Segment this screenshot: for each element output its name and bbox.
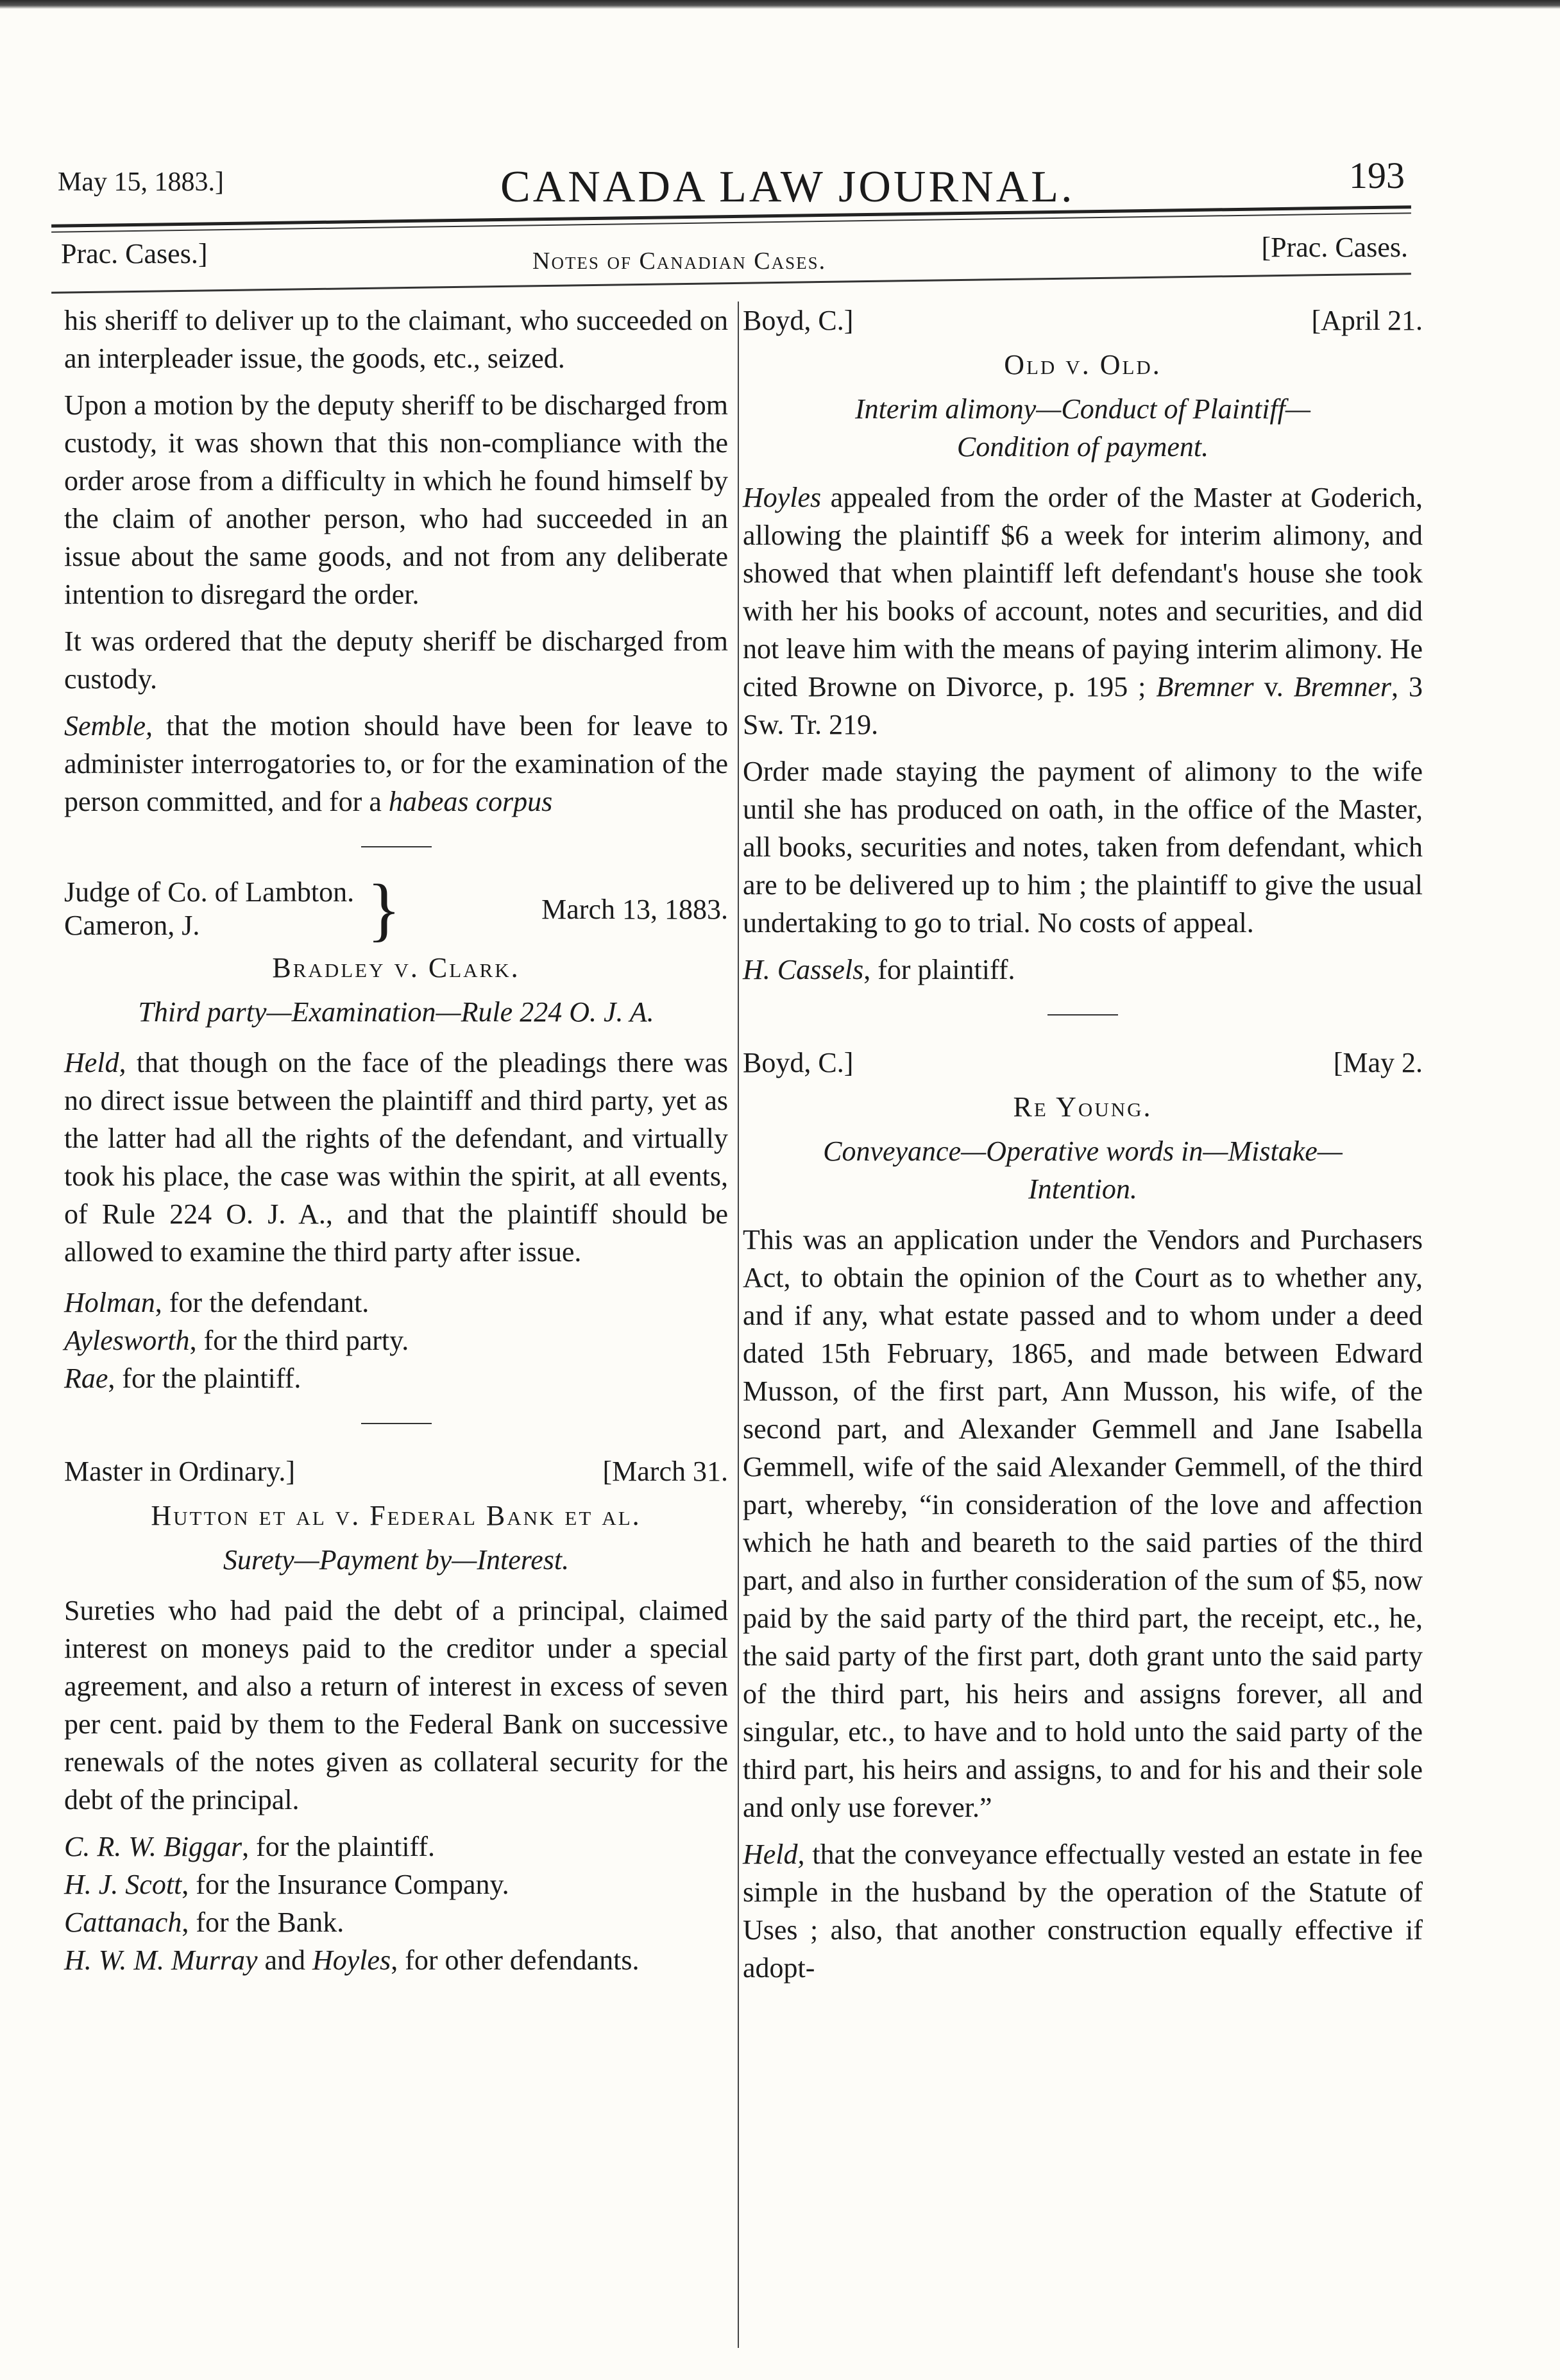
page-top-edge bbox=[0, 0, 1560, 9]
counsel-line bbox=[64, 1941, 728, 1979]
case-body: This was an application under the Vendors and Purchasers Act, to obtain the opinion of the Court as to whether any, and if any, what estate passed and to whom under a deed dated 15th February, 1865, and made between Edward Musson, of the first part, Ann Musson, his wife, of the second part, and Alexander Gemmell and Jane Isabella Gemmell, wife of the said Alexander Gemmell, of the third part, whereby, “in consideration of the love and affection which he hath and beareth to the said parties of the third part, and also in further consideration of the sum of $5, now paid by the said party of the third part, the receipt, etc., he, the said party of the first part, doth grant unto the said party of the third part, his heirs and assigns forever, all and singular, etc., to have and to hold unto the said party of the third part, his heirs and assigns, to and for his and their sole and only use forever.” bbox=[743, 1224, 1423, 1823]
case-court: Master in Ordinary.] bbox=[64, 1456, 296, 1487]
case-headnote bbox=[743, 390, 1423, 466]
counsel-list bbox=[64, 1284, 728, 1397]
case-date: March 13, 1883. bbox=[541, 893, 728, 925]
held-word: Held, bbox=[743, 1839, 805, 1870]
counsel-name: H. Cassels bbox=[743, 954, 864, 985]
case-divider bbox=[1047, 1014, 1118, 1016]
case-court-line bbox=[743, 1044, 1423, 1082]
citation-name: Bremner bbox=[1156, 671, 1254, 702]
counsel-name: Cattanach bbox=[64, 1907, 182, 1938]
case-title: Re Young. bbox=[1013, 1091, 1153, 1123]
counsel-role: , for the Bank. bbox=[182, 1907, 344, 1938]
party-name: Hoyles bbox=[743, 482, 822, 513]
case-divider bbox=[361, 1423, 432, 1424]
case-headnote bbox=[743, 1132, 1423, 1208]
case-body bbox=[743, 479, 1423, 744]
counsel-line bbox=[64, 1903, 728, 1941]
counsel-role: , for plaintiff. bbox=[863, 954, 1015, 985]
counsel-list bbox=[64, 1828, 728, 1979]
citation-v: v. bbox=[1253, 671, 1294, 702]
counsel-name: Aylesworth bbox=[64, 1325, 190, 1356]
judge-line-1: Judge of Co. of Lambton. bbox=[64, 876, 355, 908]
held-text: that the conveyance effectually vested an estate in fee simple in the husband by the operation of the Statute of Uses ; also, that another construction equally effective if adopt- bbox=[743, 1839, 1423, 1984]
section-title: Notes of Canadian Cases. bbox=[532, 248, 827, 275]
journal-title: CANADA LAW JOURNAL. bbox=[500, 162, 1075, 212]
counsel-name: Hoyles bbox=[312, 1944, 391, 1976]
carryover-paragraph-1: his sheriff to deliver up to the claimant, who succeeded on an interpleader issue, the goods, etc., seized. bbox=[64, 305, 728, 374]
header-date: May 15, 1883.] bbox=[58, 167, 224, 197]
section-right: [Prac. Cases. bbox=[1261, 232, 1408, 263]
case-title: Bradley v. Clark. bbox=[272, 952, 520, 983]
brace-symbol: } bbox=[367, 870, 401, 948]
counsel-line bbox=[64, 1828, 728, 1866]
case-court-line bbox=[64, 870, 728, 948]
counsel-role: , for the Insurance Company. bbox=[182, 1869, 509, 1900]
counsel-role: , for the defendant. bbox=[155, 1287, 369, 1318]
held-text: that though on the face of the pleadings there was no direct issue between the plaintiff and third party, yet as the latter had all the rights of the defendant, and virtually took his place, the case was within the spirit, at all events, of Rule 224 O. J. A., and that the plaintiff should be allowed to examine the third party after issue. bbox=[64, 1047, 728, 1268]
counsel-line bbox=[64, 1284, 728, 1322]
judge-line-2: Cameron, J. bbox=[64, 910, 200, 941]
court-judges bbox=[64, 870, 414, 948]
held-paragraph bbox=[64, 1044, 728, 1271]
headnote-line-1: Interim alimony—Conduct of Plaintiff— bbox=[854, 393, 1311, 425]
case-court: Boyd, C.] bbox=[743, 1047, 854, 1078]
counsel-name: H. J. Scott bbox=[64, 1869, 182, 1900]
counsel-line bbox=[64, 1359, 728, 1397]
counsel-role: , for the plaintiff. bbox=[242, 1831, 436, 1862]
case-date: [March 31. bbox=[602, 1456, 728, 1487]
case-title: Hutton et al v. Federal Bank et al. bbox=[151, 1500, 641, 1531]
headnote-line-2: Intention. bbox=[1028, 1173, 1137, 1205]
page-number: 193 bbox=[1349, 155, 1405, 196]
held-word: Held, bbox=[64, 1047, 126, 1078]
semble-word: Semble, bbox=[64, 710, 153, 742]
case-court-line bbox=[743, 302, 1423, 339]
case-court-line bbox=[64, 1452, 728, 1490]
right-column bbox=[743, 302, 1423, 1996]
habeas-corpus: habeas corpus bbox=[388, 786, 553, 817]
judge-names bbox=[64, 876, 354, 942]
citation-name: Bremner bbox=[1293, 671, 1392, 702]
counsel-role: , for the plaintiff. bbox=[108, 1363, 301, 1394]
semble-text: that the motion should have been for leave to administer interrogatories to, or for the examination of the person committed, and for a bbox=[64, 710, 728, 817]
counsel-line bbox=[64, 1866, 728, 1903]
case-headnote: Third party—Examination—Rule 224 O. J. A. bbox=[138, 996, 654, 1028]
section-header bbox=[61, 228, 1408, 279]
citation-end: , 3 Sw. Tr. 219. bbox=[743, 671, 1423, 740]
case-headnote: Surety—Payment by—Interest. bbox=[223, 1544, 570, 1576]
counsel-name: Rae bbox=[64, 1363, 108, 1394]
counsel-and: and bbox=[257, 1944, 312, 1976]
order-paragraph: Order made staying the payment of alimony to the wife until she has produced on oath, in the office of the Master, all books, securities and notes, taken from defendant, which are to be delivered up to him ; the plaintiff to give the usual undertaking to go to trial. No costs of appeal. bbox=[743, 756, 1423, 939]
case-date: [April 21. bbox=[1311, 305, 1423, 336]
counsel-line bbox=[64, 1322, 728, 1359]
case-court: Boyd, C.] bbox=[743, 305, 854, 336]
carryover-paragraph-2: Upon a motion by the deputy sheriff to be discharged from custody, it was shown that this non-compliance with the order arose from a difficulty in which he found himself by the claim of another person, who had succeeded in an issue about the same goods, and not from any deliberate intention to disregard the order. bbox=[64, 389, 728, 610]
carryover-paragraph-3: It was ordered that the deputy sheriff be discharged from custody. bbox=[64, 625, 728, 695]
column-divider bbox=[738, 302, 739, 2348]
section-left: Prac. Cases.] bbox=[61, 238, 208, 269]
case-date: [May 2. bbox=[1333, 1047, 1423, 1078]
counsel-name: C. R. W. Biggar bbox=[64, 1831, 242, 1862]
held-paragraph bbox=[743, 1835, 1423, 1987]
counsel-name: Holman bbox=[64, 1287, 155, 1318]
case-body: Sureties who had paid the debt of a principal, claimed interest on moneys paid to the creditor under a special agreement, and also a return of interest in excess of seven per cent. paid by them to the Federal Bank on successive renewals of the notes given as collateral security for the debt of the principal. bbox=[64, 1595, 728, 1815]
headnote-line-2: Condition of payment. bbox=[956, 431, 1209, 463]
body-text: appealed from the order of the Master at Goderich, allowing the plaintiff $6 a week for interim alimony, and showed that when plaintiff left defendant's house she took with her his books of account, notes and securities, and did not leave him with the means of paying interim alimony. He cited Browne on Divorce, p. 195 ; bbox=[743, 482, 1423, 702]
counsel-line bbox=[743, 951, 1423, 989]
left-column bbox=[64, 302, 728, 1979]
counsel-name: H. W. M. Murray bbox=[64, 1944, 258, 1976]
case-divider bbox=[361, 846, 432, 847]
headnote-line-1: Conveyance—Operative words in—Mistake— bbox=[823, 1135, 1343, 1167]
carryover-paragraph-4 bbox=[64, 707, 728, 820]
case-title: Old v. Old. bbox=[1004, 349, 1162, 380]
counsel-role: , for other defendants. bbox=[391, 1944, 640, 1976]
counsel-role: , for the third party. bbox=[189, 1325, 409, 1356]
